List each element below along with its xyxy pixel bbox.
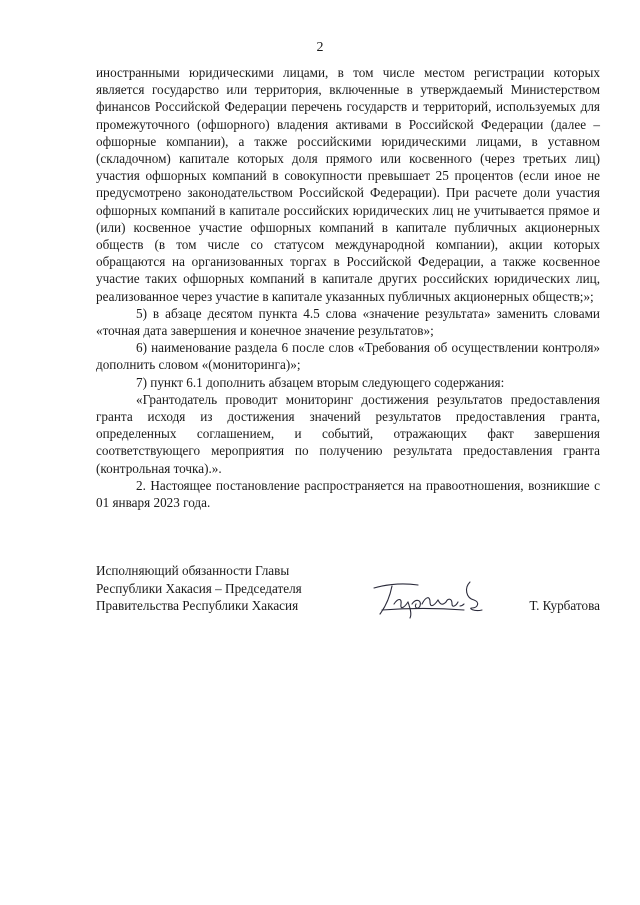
handwritten-signature [368,574,498,620]
signatory-name: Т. Курбатова [529,598,600,613]
paragraph-quoted-text: «Грантодатель проводит мониторинг достижения результатов предоставления гранта исходя из достижения значений результатов предоставления гранта, определенных соглашением, и событий, отражающих факт завершения соответствующего мероприятия по получению результата предоставления гранта (контрольная точка).». [96,391,600,476]
signatory-title-line: Республики Хакасия – Председателя [96,580,302,596]
signatory-title-line: Правительства Республики Хакасия [96,598,299,613]
paragraph-section-2: 2. Настоящее постановление распространяется на правоотношения, возникшие с 01 января 2023 года. [96,477,600,511]
page-number: 2 [316,40,324,55]
document-body [96,64,600,511]
paragraph-item-7: 7) пункт 6.1 дополнить абзацем вторым следующего содержания: [136,374,505,390]
paragraph-offshore-definition: иностранными юридическими лицами, в том числе местом регистрации которых является государство или территория, включенные в утверждаемый Министерством финансов Российской Федерации перечень государств и территорий, используемых для промежуточного (офшорного) владения активами в Российской Федерации (далее – офшорные компании), а также российскими юридическими лицами, в уставном (складочном) капитале которых доля прямого или косвенного (через третьих лиц) участия офшорных компаний в совокупности превышает 25 процентов (если иное не предусмотрено законодательством Российской Федерации). При расчете доли участия офшорных компаний в капитале российских юридических лиц не учитывается прямое и (или) косвенное участие офшорных компаний в капитале публичных акционерных обществ (в том числе со статусом международной компании), акции которых обращаются на организованных торгах в Российской Федерации, а также косвенное участие таких офшорных компаний в капитале других российских юридических лиц, реализованное через участие в капитале указанных публичных акционерных обществ;»; [96,65,600,304]
signatory-title-line: Исполняющий обязанности Главы [96,563,290,578]
signature-block [96,562,600,622]
paragraph-item-5: 5) в абзаце десятом пункта 4.5 слова «значение результата» заменить словами «точная дата завершения и конечное значение результатов»; [96,305,600,339]
paragraph-item-6: 6) наименование раздела 6 после слов «Требования об осуществлении контроля» дополнить словом «(мониторинга)»; [96,340,600,373]
signatory-title [96,562,302,615]
